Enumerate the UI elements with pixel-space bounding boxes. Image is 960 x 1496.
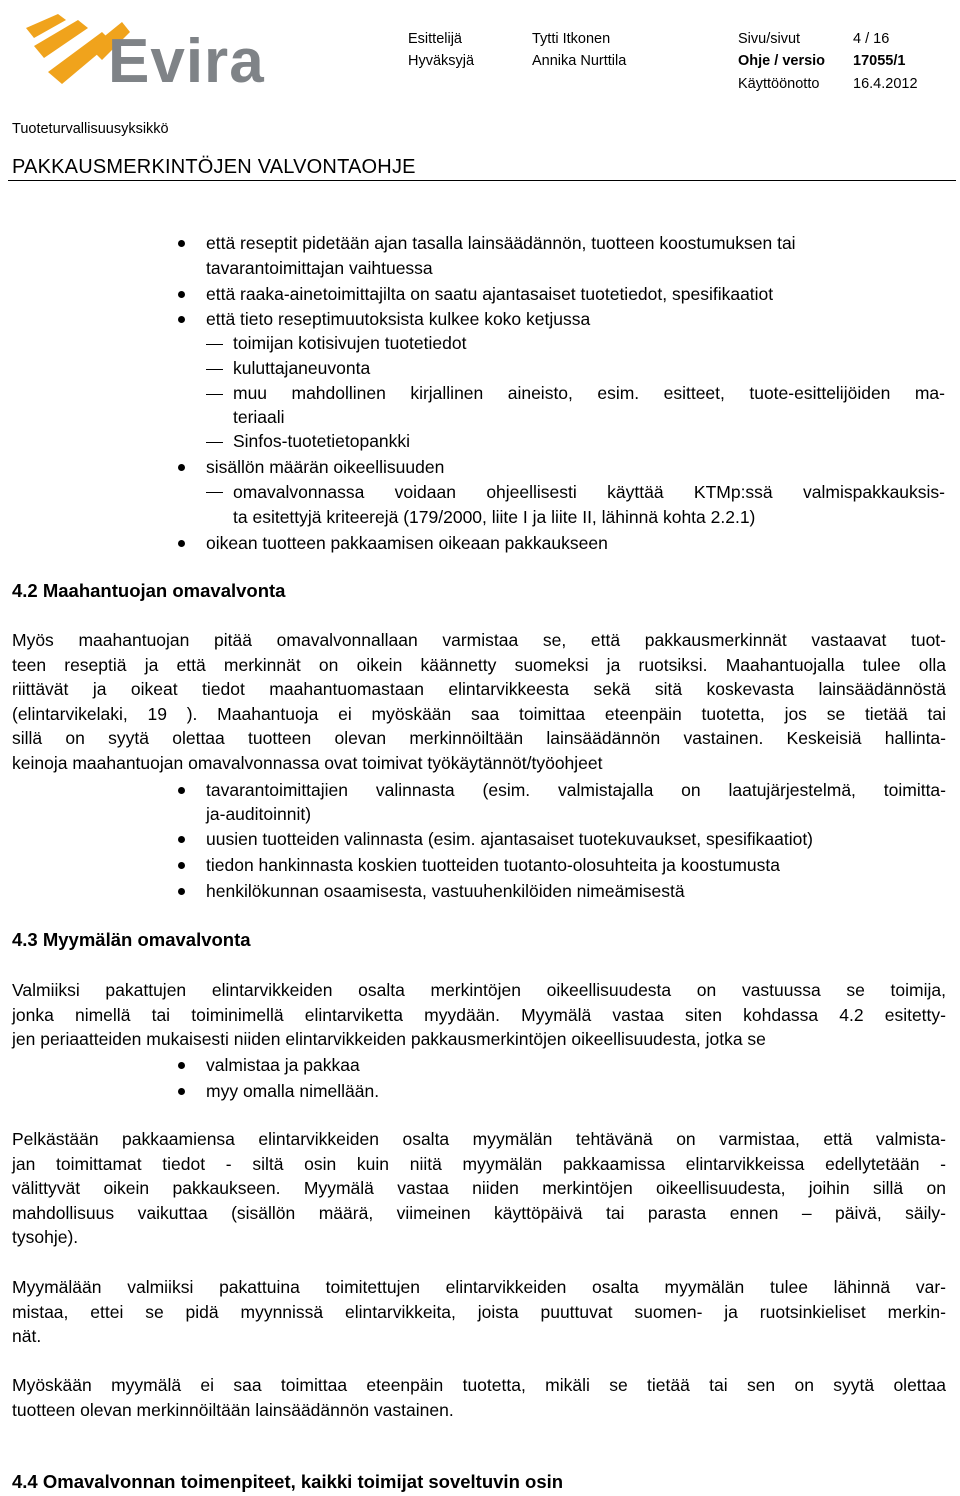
paragraph-line: Pelkästään pakkaamiensa elintarvikkeiden osalta myymälän tehtävänä on varmistaa, että valmista- [12,1129,946,1149]
sub-list-item: Sinfos-tuotetietopankki [233,431,411,451]
section-4-2-paragraph [12,628,946,775]
evira-logo-text: Evira [108,27,265,96]
bullet-icon [178,787,185,794]
paragraph-line: sillä on syytä olettaa tuotteen olevan merkinnöiltään lainsäädännön vastainen. Keskeisiä hallinta- [12,728,946,748]
paragraph-line: mahdollisuus vaikuttaa (sisällön määrä, viimeinen käyttöpäivä tai parasta ennen – päivä, säily- [12,1202,946,1223]
section-4-3-paragraph-1 [12,978,946,1052]
bullet-icon [178,836,185,843]
paragraph-line: tuotteen olevan merkinnöiltään lainsäädännön vastainen. [12,1399,454,1420]
header-reviewer-label: Esittelijä [408,31,462,47]
header-unit: Tuoteturvallisuusyksikkö [12,121,169,137]
dash-icon [206,492,223,493]
sub-list-item: toimijan kotisivujen tuotetiedot [233,333,467,353]
section-4-3-paragraph-2 [12,1127,946,1250]
bullet-icon [178,1088,185,1095]
paragraph-line: mistaa, ettei se pidä myynnissä elintarvikkeita, joista puuttuvat suomen- ja ruotsinkieliset merkin- [12,1301,946,1322]
header-page-label: Sivu/sivut [738,31,801,47]
list-item: että reseptit pidetään ajan tasalla lainsäädännön, tuotteen koostumuksen tai [206,233,796,253]
sub-list-item-continuation: ta esitettyjä kriteerejä (179/2000, liite I ja liite II, lähinnä kohta 2.2.1) [233,507,756,527]
list-item: tavarantoimittajien valinnasta (esim. valmistajalla on laatujärjestelmä, toimitta- [206,780,946,800]
bullet-icon [178,291,185,298]
header-page-value: 4 / 16 [853,31,890,47]
bullet-icon [178,464,185,471]
paragraph-line: jan toimittamat tiedot - siltä osin kuin niitä myymälän pakkaamissa elintarvikkeissa edellytetään - [12,1153,946,1174]
list-item: uusien tuotteiden valinnasta (esim. ajantasaiset tuotekuvaukset, spesifikaatiot) [206,829,814,849]
paragraph-line: (elintarvikelaki, 19 ). Maahantuoja ei myöskään saa toimittaa eteenpäin tuotetta, jos se tietää tai [12,703,946,724]
list-item: oikean tuotteen pakkaamisen oikeaan pakkaukseen [206,533,608,553]
paragraph-line: välittyvät oikein pakkaukseen. Myymälä vastaa niiden merkintöjen oikeellisuudesta, joihin sillä on [12,1178,946,1198]
sub-list-item: kuluttajaneuvonta [233,358,371,378]
paragraph-line: jen periaatteiden mukaisesti niiden elintarvikkeiden pakkausmerkintöjen oikeellisuudesta, jotka se [12,1029,766,1049]
paragraph-line: Myös maahantuojan pitää omavalvonnallaan varmistaa se, että pakkausmerkinnät vastaavat tuot- [12,630,946,650]
header-reviewer-name: Tytti Itkonen [532,31,611,47]
paragraph-line: nät. [12,1326,42,1346]
sub-list-item-continuation: teriaali [233,407,285,427]
evira-logo [20,10,280,96]
header-effective-label: Käyttöönotto [738,76,820,92]
list-item-continuation: tavarantoimittajan vaihtuessa [206,258,433,278]
paragraph-line: riittävät ja oikeat tiedot maahantuomastaan elintarvikkeesta sekä sitä koskevasta lainsäädännöstä [12,679,946,699]
bullet-icon [178,316,185,323]
dash-icon [206,442,223,443]
header-approver-name: Annika Nurttila [532,53,627,69]
section-heading-4-3: 4.3 Myymälän omavalvonta [12,929,251,950]
list-item: valmistaa ja pakkaa [206,1055,360,1075]
list-item-continuation: ja-auditoinnit) [206,804,312,824]
paragraph-line: Valmiiksi pakattujen elintarvikkeiden osalta merkintöjen oikeellisuudesta on vastuussa se toimija, [12,980,946,1000]
list-item: sisällön määrän oikeellisuuden [206,457,445,477]
header-effective-date: 16.4.2012 [853,76,918,92]
sub-list-item: muu mahdollinen kirjallinen aineisto, esim. esitteet, tuote-esittelijöiden ma- [233,383,945,403]
paragraph-line: tysohje). [12,1227,79,1247]
dash-icon [206,394,223,395]
bullet-icon [178,1062,185,1069]
dash-icon [206,369,223,370]
header-version-value: 17055/1 [853,53,906,69]
list-item: henkilökunnan osaamisesta, vastuuhenkilöiden nimeämisestä [206,881,685,901]
header-divider [8,180,956,181]
paragraph-line: Myymälään valmiiksi pakattuina toimitettujen elintarvikkeiden osalta myymälän tulee lähinnä var- [12,1277,946,1297]
list-item: että raaka-ainetoimittajilta on saatu ajantasaiset tuotetiedot, spesifikaatiot [206,284,774,304]
list-item: että tieto reseptimuutoksista kulkee koko ketjussa [206,309,591,329]
bullet-icon [178,888,185,895]
paragraph-line: Myöskään myymälä ei saa toimittaa eteenpäin tuotetta, mikäli se tietää tai sen on syytä olettaa [12,1375,946,1395]
paragraph-line: jonka nimellä tai toiminimellä elintarviketta myydään. Myymälä vastaa siten kohdassa 4.2 esitetty- [12,1004,946,1025]
bullet-icon [178,862,185,869]
sub-list-item: omavalvonnassa voidaan ohjeellisesti käyttää KTMp:ssä valmispakkauksis- [233,482,945,502]
section-heading-4-2: 4.2 Maahantuojan omavalvonta [12,580,286,601]
header-approver-label: Hyväksyjä [408,53,475,69]
section-4-3-paragraph-4 [12,1373,946,1422]
section-heading-4-4: 4.4 Omavalvonnan toimenpiteet, kaikki toimijat soveltuvin osin [12,1471,564,1492]
bullet-icon [178,240,185,247]
list-item: tiedon hankinnasta koskien tuotteiden tuotanto-olosuhteita ja koostumusta [206,855,780,875]
document-title: PAKKAUSMERKINTÖJEN VALVONTAOHJE [12,156,416,178]
paragraph-line: teen reseptiä ja että merkinnät on oikein käännetty suomeksi ja ruotsiksi. Maahantuojalla tulee olla [12,654,946,675]
list-item: myy omalla nimellään. [206,1081,380,1101]
section-4-3-paragraph-3 [12,1275,946,1349]
paragraph-line: keinoja maahantuojan omavalvonnassa ovat toimivat työkäytännöt/työohjeet [12,752,603,773]
dash-icon [206,344,223,345]
header-version-label: Ohje / versio [738,53,826,69]
bullet-icon [178,540,185,547]
